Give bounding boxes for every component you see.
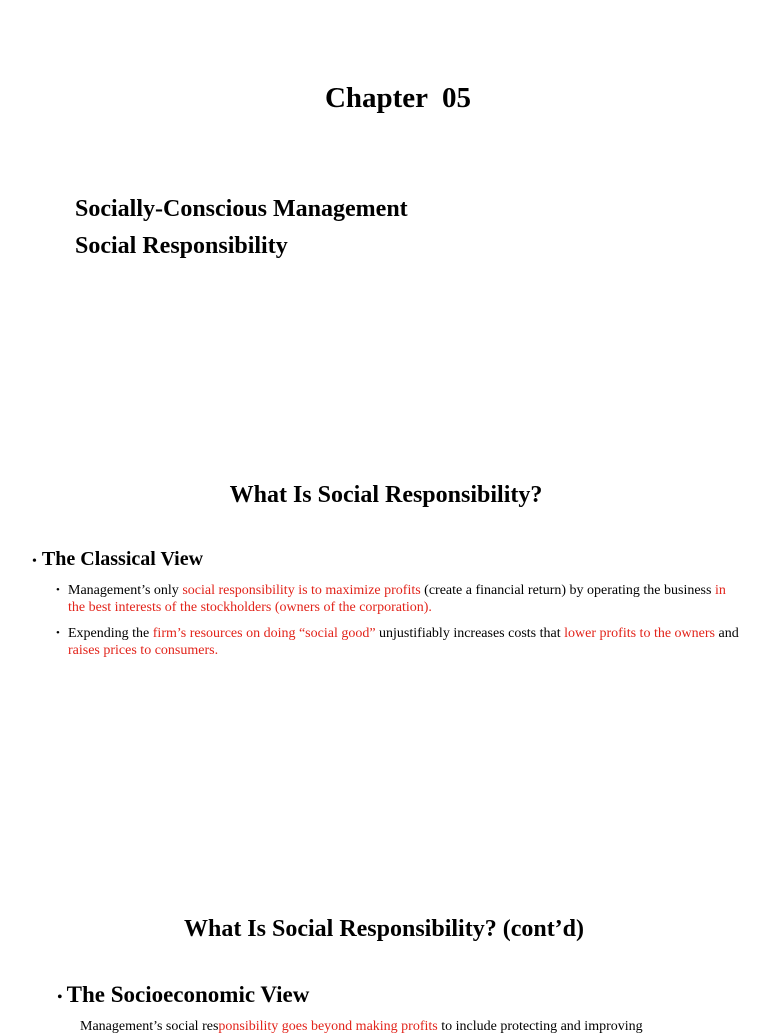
body-text: Expending the (68, 626, 153, 641)
body-text: to include protecting and improving (437, 1019, 643, 1034)
body-text: unjustifiably increases costs that (375, 626, 565, 641)
body-text: Management’s social res (80, 1019, 219, 1034)
slide-classical-view (0, 440, 768, 880)
body-text: Management’s only (68, 583, 183, 598)
emphasis-text: social responsibility is to maximize profits (182, 583, 421, 598)
subtitle-line-2: Social Responsibility (75, 233, 288, 259)
body-text: (create a financial return) by operating the business (420, 583, 715, 598)
body-text: and (714, 626, 739, 641)
bullet-label: The Socioeconomic View (66, 982, 310, 1007)
sub-bullet-text (68, 625, 746, 659)
sub-bullet-dot-icon: • (56, 584, 60, 596)
emphasis-text: lower profits to the owners (564, 626, 715, 641)
bullet-dot-icon: • (57, 989, 63, 1006)
emphasis-text: in the best interests of the stockholders (owners of the corporation). (68, 583, 726, 615)
chapter-title: Chapter 05 (324, 82, 472, 114)
sub-bullet-item (56, 582, 746, 616)
bullet-dot-icon: • (32, 554, 37, 569)
emphasis-text: raises prices to consumers. (68, 643, 219, 658)
slide-socioeconomic-view (0, 890, 768, 1034)
slide-heading: What Is Social Responsibility? (229, 482, 543, 508)
sub-bullet-text (68, 582, 746, 616)
sub-bullet-partial (80, 1018, 643, 1035)
sub-bullet-dot-icon: • (56, 627, 60, 639)
subtitle-line-1: Socially-Conscious Management (75, 196, 408, 222)
sub-bullet-list (56, 582, 746, 668)
bullet-label: The Classical View (41, 548, 204, 570)
bullet-socioeconomic-view (57, 982, 309, 1008)
sub-bullet-item (56, 625, 746, 659)
bullet-classical-view (32, 548, 203, 571)
emphasis-text: firm’s resources on doing “social good” (152, 626, 376, 641)
slide-chapter-title (0, 0, 768, 430)
emphasis-text: ponsibility goes beyond making profits (218, 1019, 438, 1034)
slide-heading: What Is Social Responsibility? (cont’d) (183, 916, 585, 942)
